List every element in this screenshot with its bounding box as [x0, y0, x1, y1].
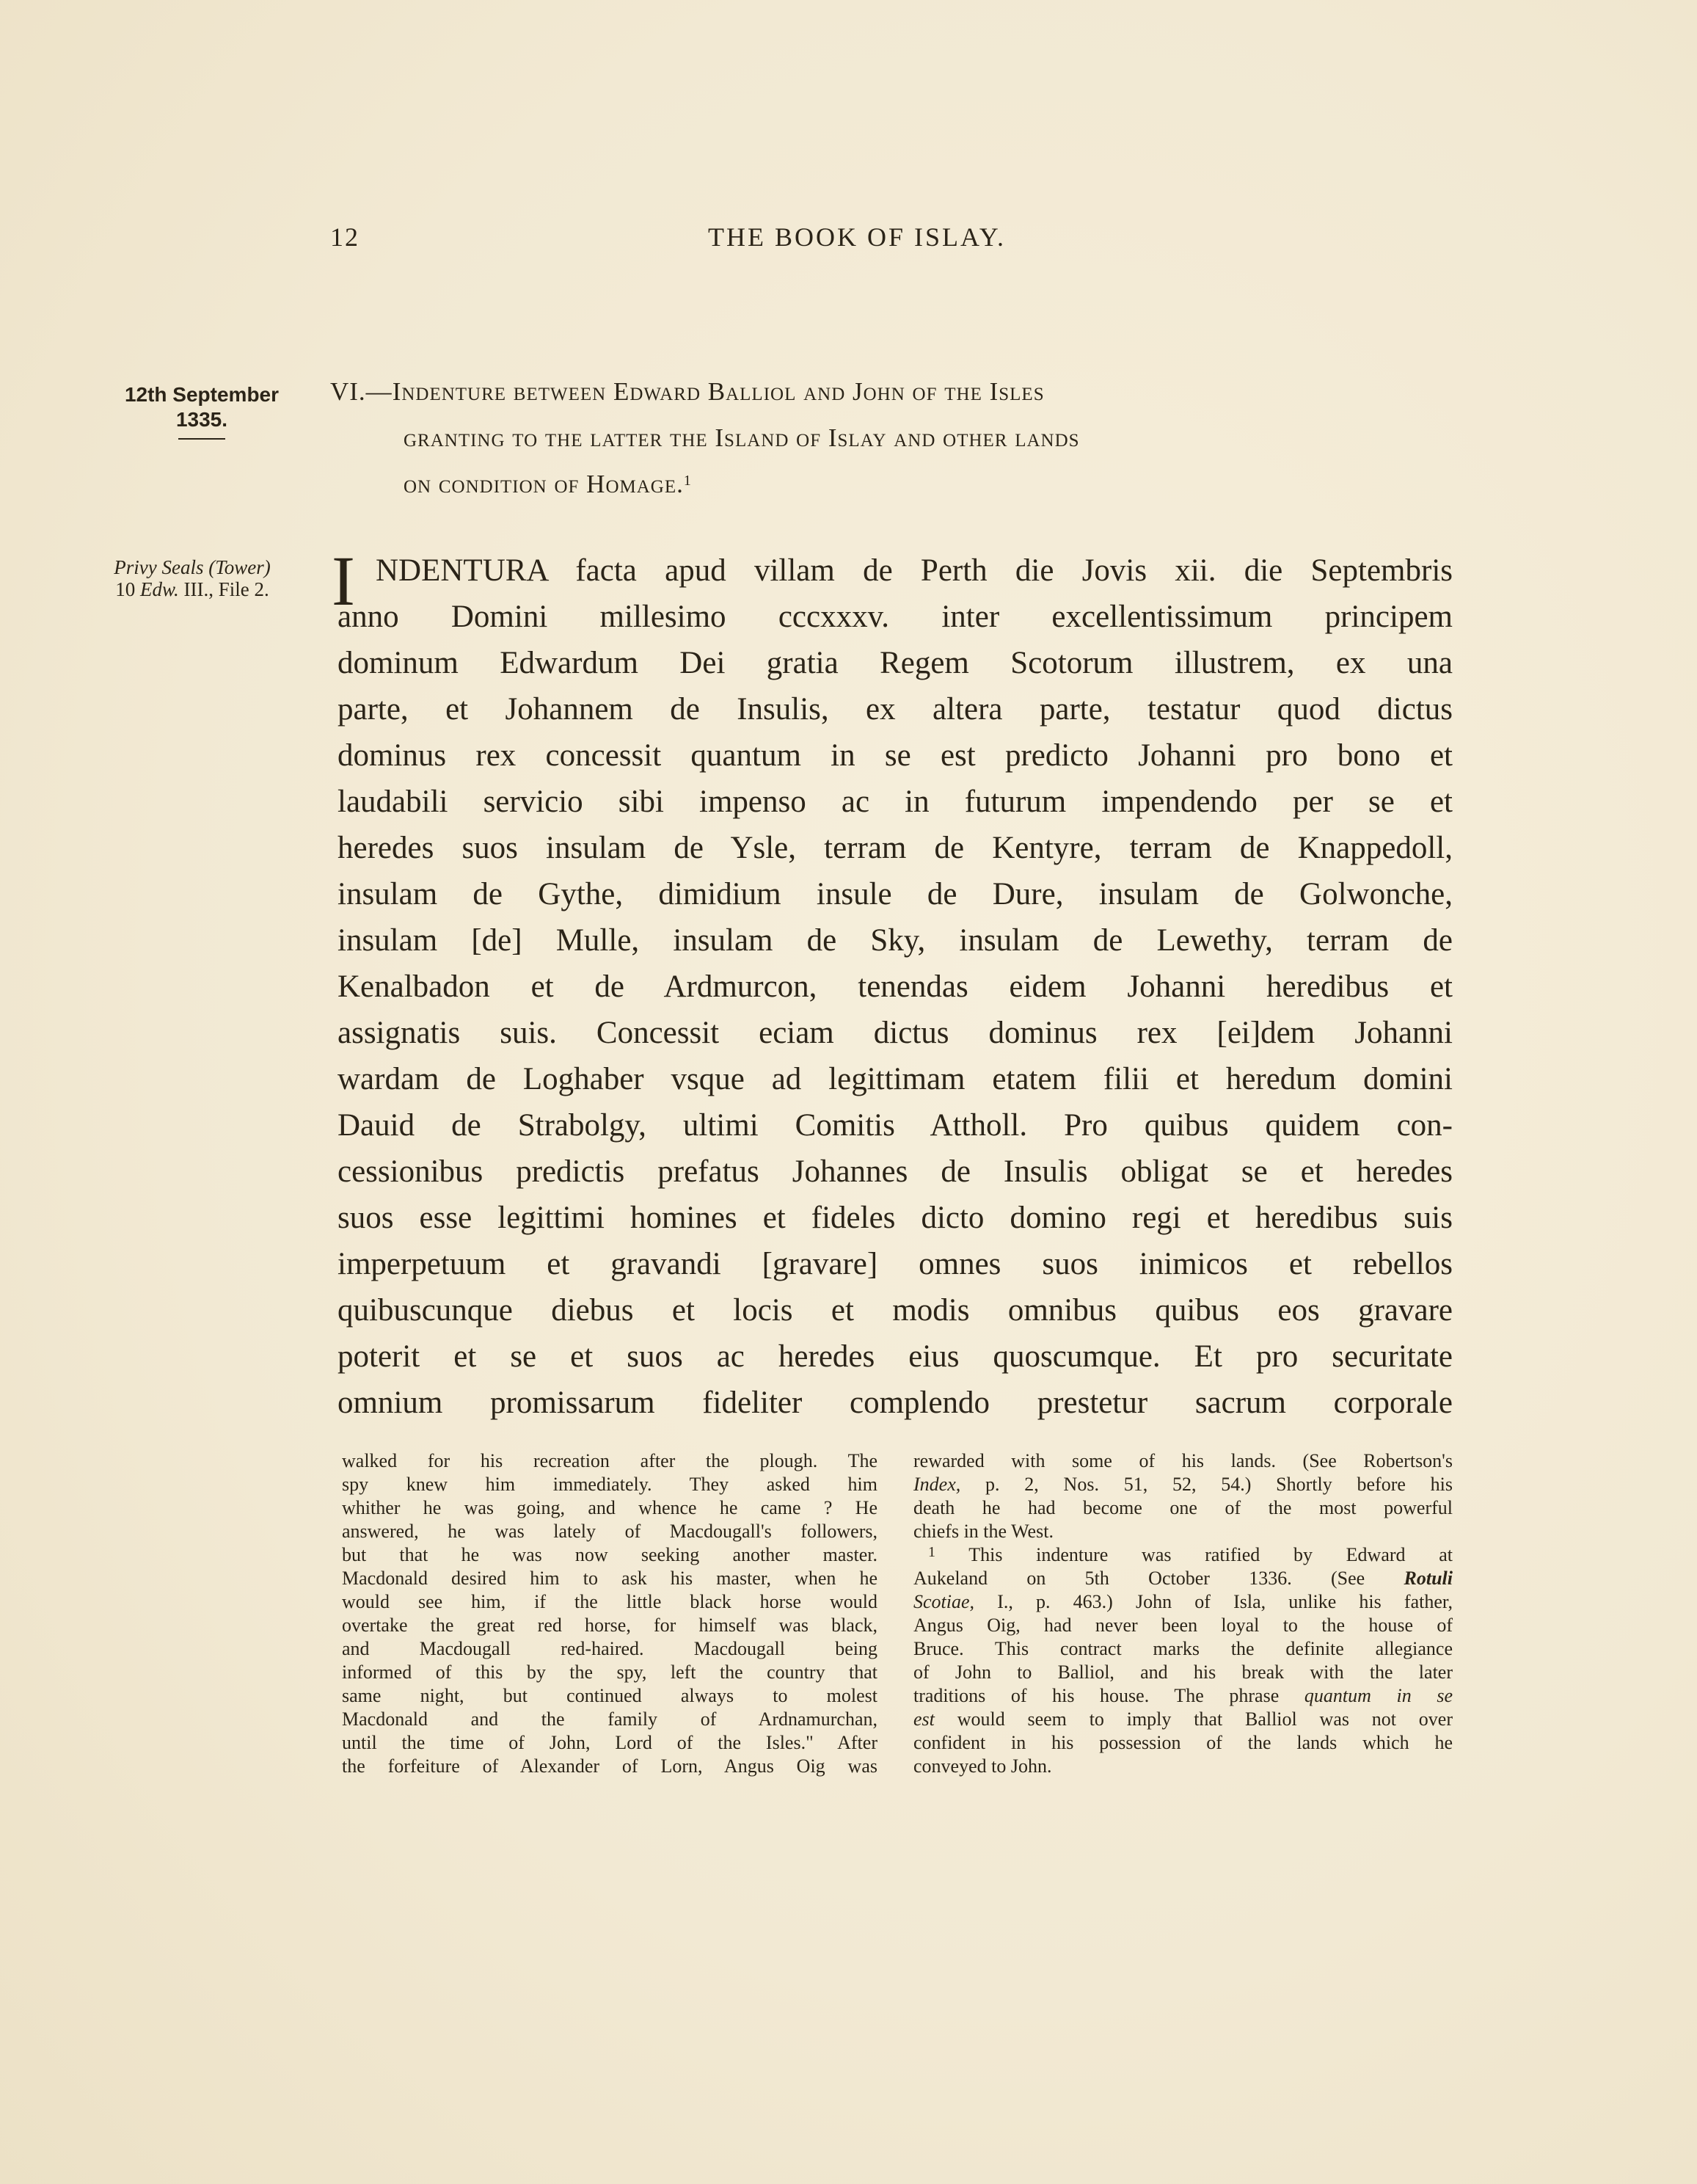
body-line: imperpetuum et gravandi [gravare] omnes suos inimicos et rebellos: [337, 1247, 1453, 1281]
footnote-line: traditions of his house. The phrase quantum in se: [913, 1685, 1453, 1706]
footnote-line: but that he was now seeking another master.: [342, 1544, 877, 1565]
body-line: assignatis suis. Concessit eciam dictus dominus rex [ei]dem Johanni: [337, 1016, 1453, 1050]
margin-date-year: 1335.: [175, 408, 228, 431]
footnote-line: Scotiae, I., p. 463.) John of Isla, unlike his father,: [913, 1591, 1453, 1612]
document-heading: [330, 368, 1453, 507]
footnote-line: would see him, if the little black horse would: [342, 1591, 877, 1612]
footnote-line: chiefs in the West.: [913, 1521, 1054, 1542]
margin-rule: [178, 438, 225, 440]
book-title: THE BOOK OF ISLAY.: [708, 222, 1007, 252]
footnote-line: whither he was going, and whence he came ? He: [342, 1497, 877, 1518]
footnote-line: Index, p. 2, Nos. 51, 52, 54.) Shortly before his: [913, 1474, 1453, 1495]
margin-reference: [82, 556, 302, 600]
footnote-line: answered, he was lately of Macdougall's followers,: [342, 1521, 877, 1542]
footnote-line: of John to Balliol, and his break with the later: [913, 1661, 1453, 1683]
footnote-line: informed of this by the spy, left the country that: [342, 1661, 877, 1683]
footnote-line: Macdonald desired him to ask his master, when he: [342, 1568, 877, 1589]
body-line: insulam [de] Mulle, insulam de Sky, insulam de Lewethy, terram de: [337, 923, 1453, 958]
footnote-line: $^1$ This indenture was ratified by Edward at: [928, 1544, 1453, 1565]
footnote-line: est would seem to imply that Balliol was not over: [913, 1708, 1453, 1730]
footnote-line: rewarded with some of his lands. (See Robertson's: [913, 1450, 1453, 1471]
heading-line-2: granting to the latter the Island of Islay and other lands: [404, 423, 1080, 452]
body-line: parte, et Johannem de Insulis, ex altera parte, testatur quod dictus: [337, 692, 1453, 727]
footnote-line: until the time of John, Lord of the Isles." After: [342, 1732, 877, 1753]
body-line: laudabili servicio sibi impenso ac in futurum impendendo per se et: [337, 785, 1453, 819]
footnote-line: overtake the great red horse, for himself was black,: [342, 1615, 877, 1636]
body-line: dominus rex concessit quantum in se est predicto Johanni pro bono et: [337, 738, 1453, 773]
footnote-line: spy knew him immediately. They asked him: [342, 1474, 877, 1495]
body-line: heredes suos insulam de Ysle, terram de Kentyre, terram de Knappedoll,: [337, 831, 1453, 865]
margin-date-day: 12th September: [124, 383, 280, 406]
body-text: [332, 542, 1453, 1426]
margin-ref-source: Privy Seals (Tower): [114, 556, 271, 578]
body-line: Dauid de Strabolgy, ultimi Comitis Attholl. Pro quibus quidem con-: [337, 1108, 1453, 1143]
footnotes-left-column: [342, 1449, 877, 1778]
footnote-line: confident in his possession of the lands which he: [913, 1732, 1453, 1753]
footnote-line: Macdonald and the family of Ardnamurchan,: [342, 1708, 877, 1730]
body-line: wardam de Loghaber vsque ad legittimam etatem filii et heredum domini: [337, 1062, 1453, 1096]
margin-ref-file: 10 Edw. III., File 2.: [115, 578, 269, 600]
body-line: NDENTURA facta apud villam de Perth die Jovis xii. die Septembris: [376, 553, 1453, 588]
margin-date: [103, 382, 301, 440]
body-line: quibuscunque diebus et locis et modis omnibus quibus eos gravare: [337, 1293, 1453, 1328]
heading-line-1: VI.—Indenture between Edward Balliol and John of the Isles: [330, 377, 1045, 406]
footnote-line: the forfeiture of Alexander of Lorn, Angus Oig was: [342, 1755, 877, 1777]
body-line: anno Domini millesimo cccxxxv. inter excellentissimum principem: [337, 600, 1453, 634]
body-line: insulam de Gythe, dimidium insule de Dure, insulam de Golwonche,: [337, 877, 1453, 911]
heading-line-3: on condition of Homage.$^1$: [404, 470, 692, 498]
body-line: cessionibus predictis prefatus Johannes de Insulis obligat se et heredes: [337, 1154, 1453, 1189]
body-line: Kenalbadon et de Ardmurcon, tenendas eidem Johanni heredibus et: [337, 969, 1453, 1004]
footnotes-right-column: [913, 1449, 1453, 1778]
body-line: poterit et se et suos ac heredes eius quoscumque. Et pro securitate: [337, 1339, 1453, 1374]
body-line: suos esse legittimi homines et fideles dicto domino regi et heredibus suis: [337, 1201, 1453, 1235]
footnote-line: Angus Oig, had never been loyal to the house of: [913, 1615, 1453, 1636]
footnote-line: death he had become one of the most powerful: [913, 1497, 1453, 1518]
footnote-line: same night, but continued always to molest: [342, 1685, 877, 1706]
footnote-line: conveyed to John.: [913, 1755, 1052, 1777]
footnote-line: Bruce. This contract marks the definite allegiance: [913, 1638, 1453, 1659]
footnote-line: walked for his recreation after the plough. The: [342, 1450, 877, 1471]
body-line: dominum Edwardum Dei gratia Regem Scotorum illustrem, ex una: [337, 646, 1453, 680]
page-number: 12: [330, 222, 360, 252]
footnote-line: and Macdougall red-haired. Macdougall being: [342, 1638, 877, 1659]
footnote-mark: 1: [683, 473, 692, 489]
drop-cap: I: [332, 542, 355, 620]
body-line: omnium promissarum fideliter complendo prestetur sacrum corporale: [337, 1386, 1453, 1420]
footnote-line: Aukeland on 5th October 1336. (See Rotuli: [913, 1568, 1453, 1589]
